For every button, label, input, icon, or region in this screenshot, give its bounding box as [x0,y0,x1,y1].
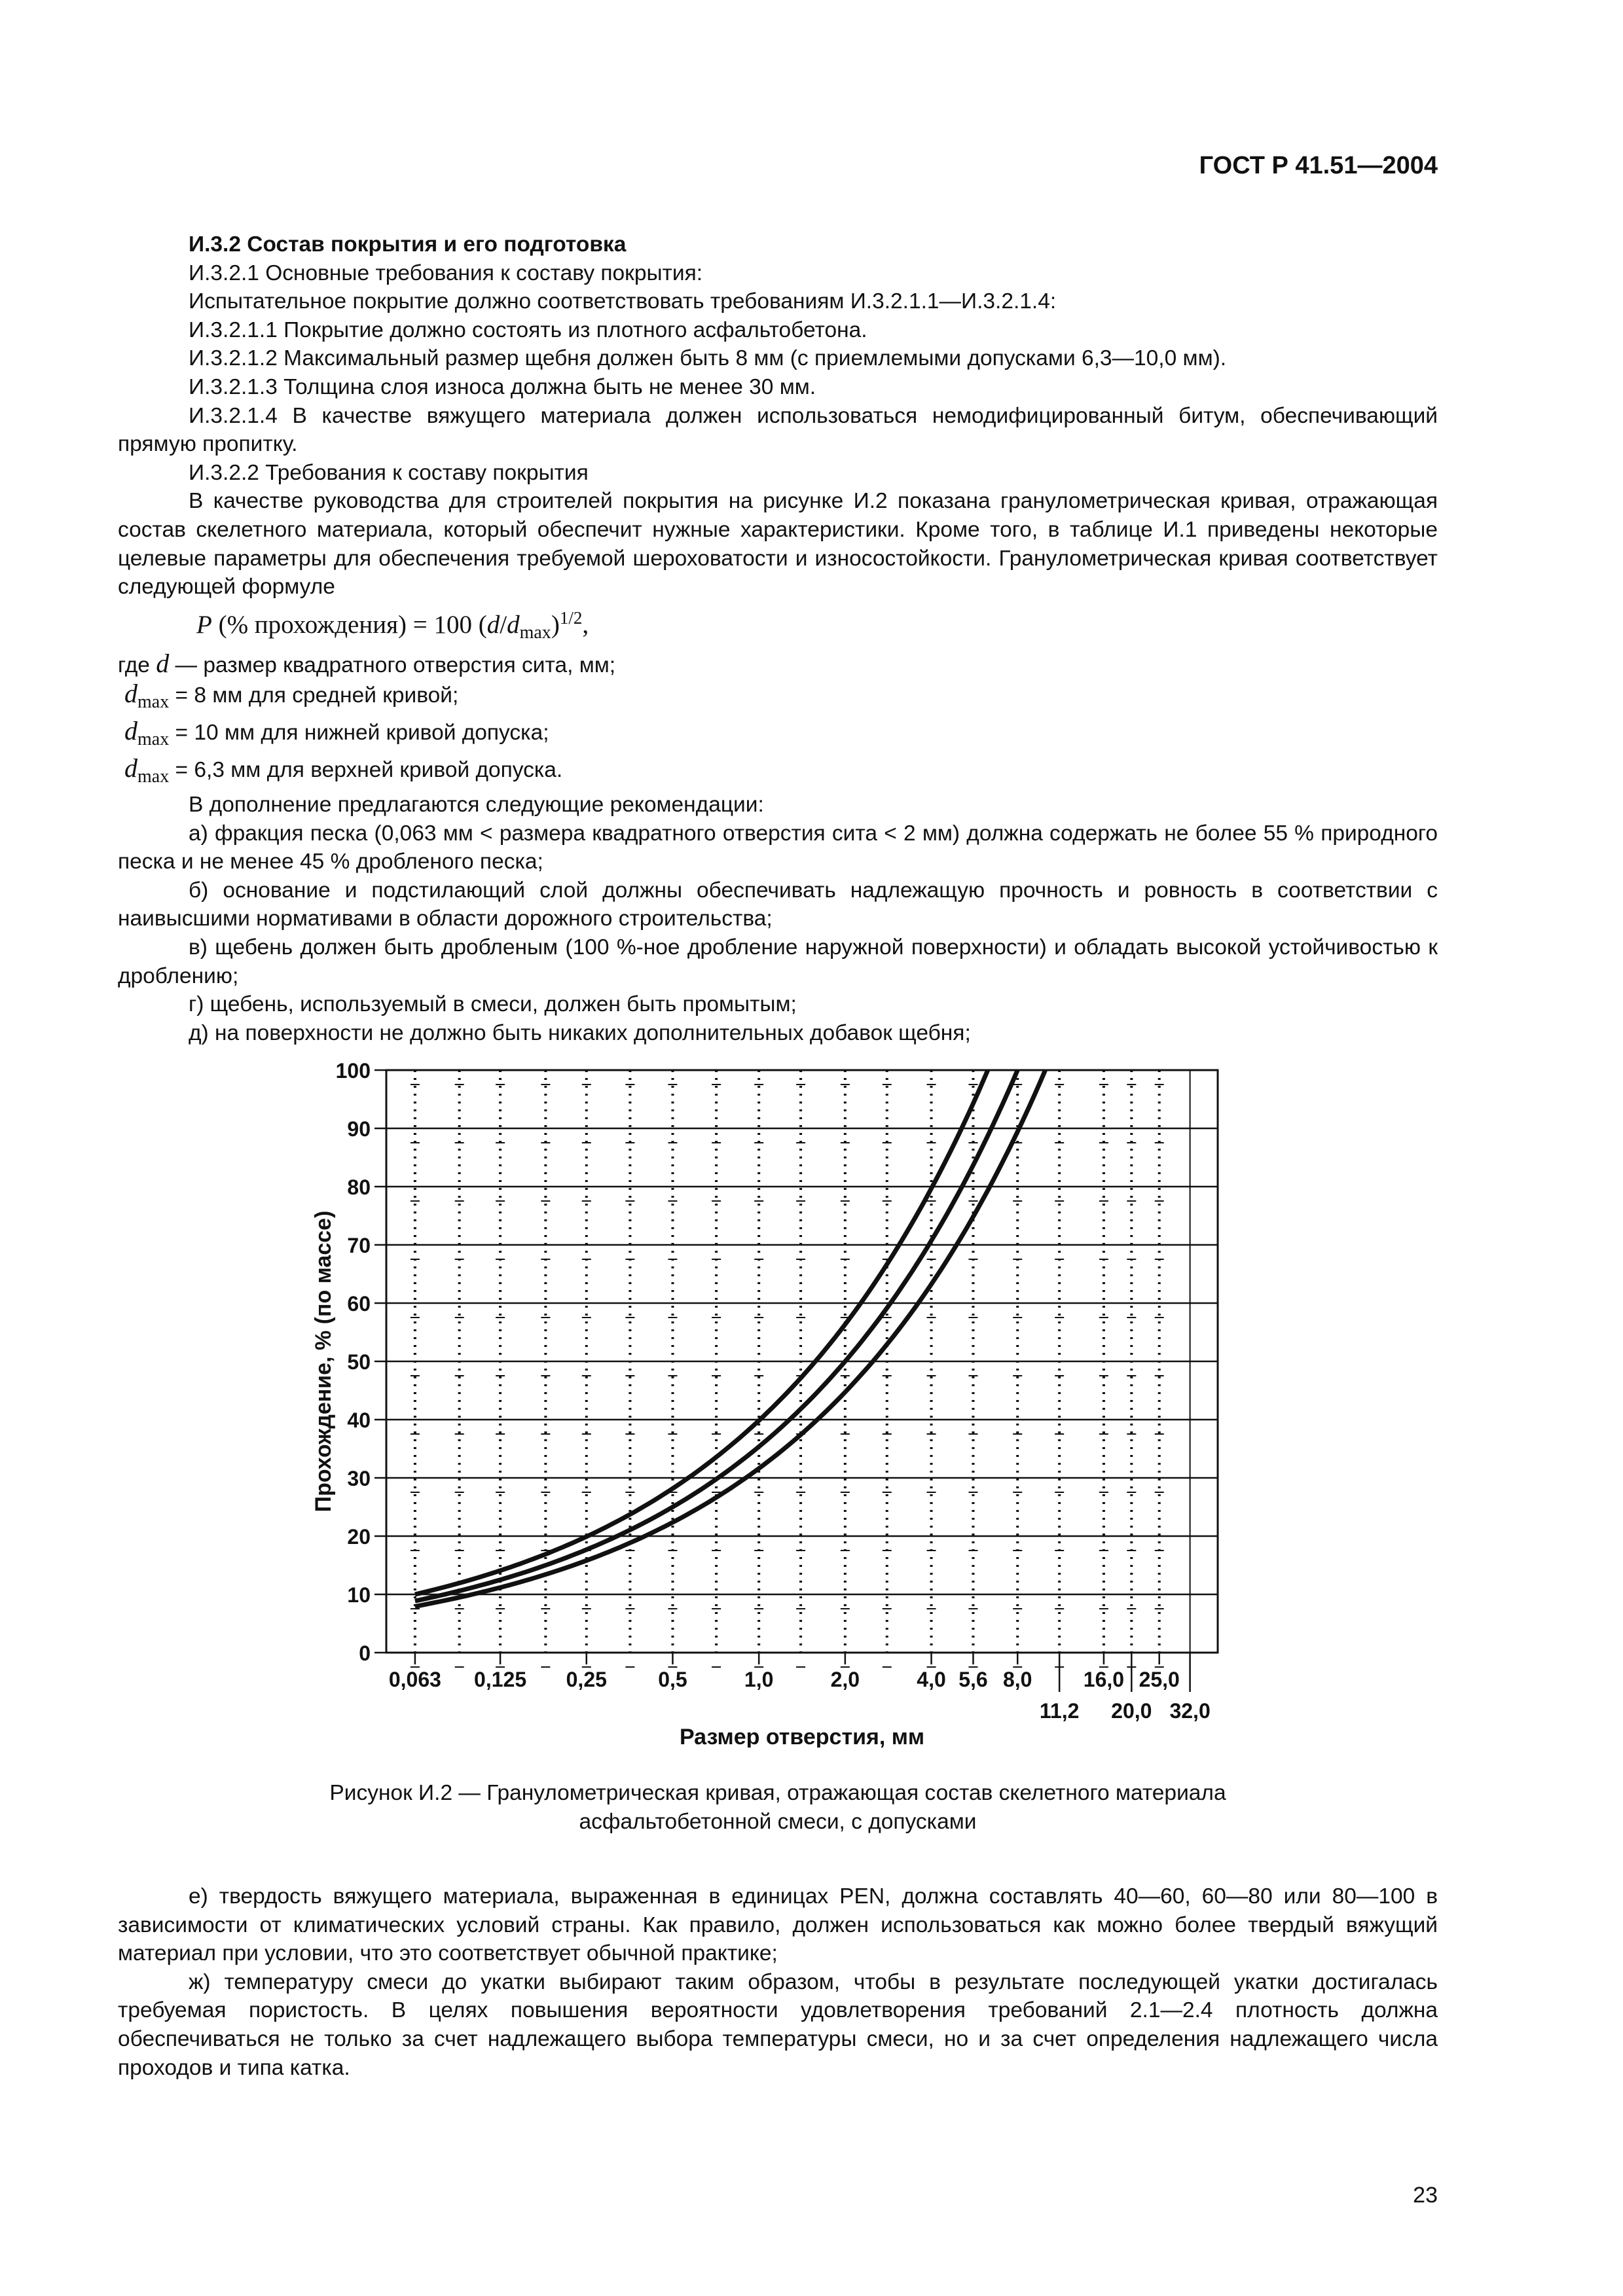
formula-dmax: d [507,610,520,639]
y-tick-label: 30 [347,1467,371,1490]
var-d: d [124,753,137,783]
list-item: ж) температуру смеси до укатки выбирают таким образом, чтобы в результате последующей укатки достигалась требуемая пористость. В целях повышения вероятности удовлетворения требований 2.1—2.4 плотность должна обеспечиваться не только за счет надлежащего выбора температуры смеси, но и за счет определения надлежащего числа проходов и типа катка. [118,1969,1438,2080]
list-item: б) основание и подстилающий слой должны обеспечивать надлежащую прочность и ровность в соответствии с наивысшими нормативами в области дорожного строительства; [118,878,1438,931]
var-d: d [124,715,137,745]
formula-dmax-sub: max [519,622,551,643]
y-tick-label: 80 [347,1175,371,1199]
y-axis-label: Прохождение, % (по массе) [311,1210,336,1513]
y-tick-label: 60 [347,1292,371,1316]
paragraph: И.3.2.1 Основные требования к составу покрытия: [189,260,703,285]
x-tick-label: 0,25 [566,1668,607,1691]
formula-text: (% прохождения) = 100 ( [218,610,487,639]
y-tick-label: 90 [347,1117,371,1141]
x-tick-label: 1,0 [744,1668,774,1691]
y-tick-label: 70 [347,1234,371,1257]
x-tick-label: 0,125 [474,1668,527,1691]
granulometric-chart [288,1041,1257,1748]
paragraph: В дополнение предлагаются следующие рекомендации: [189,793,764,817]
var-sub: max [137,728,170,749]
var-sub: max [137,692,170,713]
x-tick-label: 4,0 [917,1668,946,1691]
y-tick-label: 20 [347,1525,371,1549]
list-item: в) щебень должен быть дробленым (100 %-ное дробление наружной поверхности) и обладать высокой устойчивостью к дроблению; [118,935,1438,988]
y-tick-label: 10 [347,1583,371,1607]
var-d: d [124,679,137,709]
page-number: 23 [1413,2183,1438,2208]
paragraph: И.3.2.1.3 Толщина слоя износа должна быть не менее 30 мм. [189,374,816,399]
formula-comma: , [582,610,589,639]
x-tick-label: 8,0 [1002,1668,1032,1691]
where-word: где [118,653,150,677]
paragraph: И.3.2.1.2 Максимальный размер щебня должен быть 8 мм (с приемлемыми допусками 6,3—10,0 мм). [189,346,1227,371]
definition-where [118,649,1438,680]
list-item: а) фракция песка (0,063 мм < размера квадратного отверстия сита < 2 мм) должна содержать не более 55 % природного песка и не менее 45 % дробленого песка; [118,821,1438,874]
definition-item [118,754,1438,791]
y-tick-label: 0 [359,1641,371,1665]
x-tick-label: 32,0 [1169,1699,1211,1723]
x-tick-label: 5,6 [958,1668,988,1691]
x-tick-label: 16,0 [1083,1668,1125,1691]
paragraph: И.3.2.2 Требования к составу покрытия [189,460,589,485]
y-tick-label: 50 [347,1350,371,1374]
list-item: е) твердость вяжущего материала, выраженная в единицах PEN, должна составлять 40—60, 60—80 или 80—100 в зависимости от климатических условий страны. Как правило, должен использоваться как можно более твердый вяжущий материал при условии, что это соответствует обычной практике; [118,1884,1438,1966]
x-tick-label: 0,5 [658,1668,687,1691]
paragraph: И.3.2.1.1 Покрытие должно состоять из плотного асфальтобетона. [189,317,867,342]
paragraph: И.3.2.1.4 В качестве вяжущего материала должен использоваться немодифицированный битум, обеспечивающий прямую пропитку. [118,403,1438,457]
x-tick-label: 11,2 [1039,1699,1080,1723]
chart-svg [288,1041,1257,1748]
figure-caption [118,1779,1438,1837]
paragraph: В качестве руководства для строителей покрытия на рисунке И.2 показана гранулометрическая кривая, отражающая состав скелетного материала, который обеспечит нужные характеристики. Кроме того, в таблице И.1 приведены некоторые целевые параметры для обеспечения требуемой шероховатости и износостойкости. Гранулометрическая кривая соответствует следующей формуле [118,489,1438,600]
list-item: д) на поверхности не должно быть никаких дополнительных добавок щебня; [189,1020,971,1045]
formula [118,601,1438,649]
x-axis-label: Размер отверстия, мм [679,1725,925,1748]
y-tick-label: 40 [347,1408,371,1432]
definition-text: = 10 мм для нижней кривой допуска; [175,720,549,745]
paragraph: Испытательное покрытие должно соответствовать требованиям И.3.2.1.1—И.3.2.1.4: [189,289,1057,314]
x-tick-label: 25,0 [1139,1668,1180,1691]
body-text-lower [118,1882,1438,2082]
caption-line-2: асфальтобетонной смеси, с допусками [579,1810,977,1834]
definition-item [118,717,1438,754]
body-text-upper [118,230,1438,1047]
definition-item [118,679,1438,717]
definition-text: = 8 мм для средней кривой; [175,683,459,708]
x-tick-label: 2,0 [830,1668,860,1691]
formula-p: P [196,610,212,639]
section-heading: И.3.2 Состав покрытия и его подготовка [189,232,627,257]
where-text: — размер квадратного отверстия сита, мм; [175,653,616,677]
y-tick-label: 100 [335,1059,371,1083]
document-code: ГОСТ Р 41.51—2004 [1199,152,1438,179]
list-item: г) щебень, используемый в смеси, должен быть промытым; [189,992,797,1017]
x-tick-label: 0,063 [388,1668,441,1691]
definition-text: = 6,3 мм для верхней кривой допуска. [175,757,563,782]
caption-line-1: Рисунок И.2 — Гранулометрическая кривая, отражающая состав скелетного материала [329,1781,1226,1805]
formula-d: d [486,610,500,639]
var-d: d [156,648,170,678]
formula-close: ) [551,610,560,639]
x-tick-label: 20,0 [1111,1699,1152,1723]
var-sub: max [137,766,170,787]
formula-exponent: 1/2 [559,607,583,628]
formula-slash: / [500,610,507,639]
